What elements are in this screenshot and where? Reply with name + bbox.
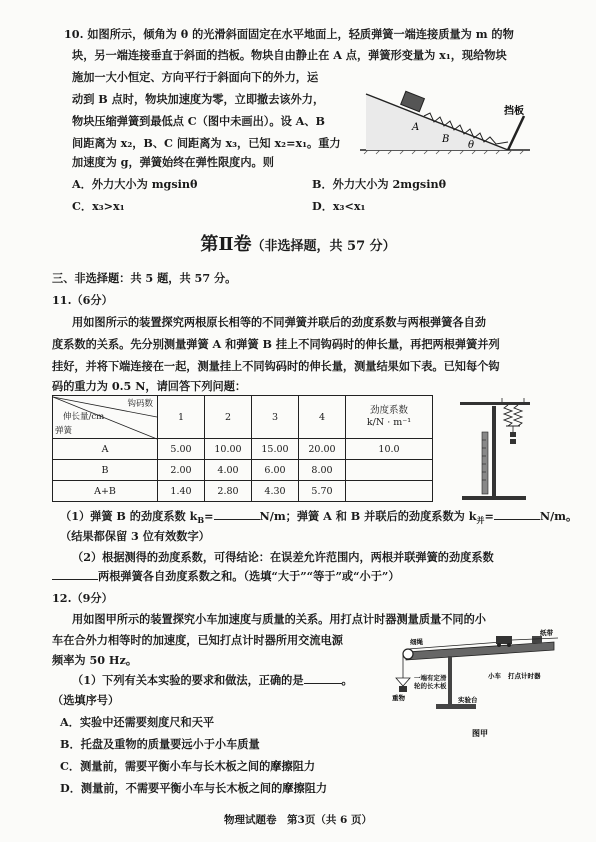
q12-number: 12.（9分） — [52, 591, 113, 605]
corner-top-label: 钩码数 — [127, 399, 153, 409]
col-header: 4 — [299, 396, 346, 439]
k-cell: 10.0 — [346, 439, 433, 460]
section-title-main: 第Ⅱ卷 — [200, 234, 252, 255]
q10-option-b: B．外力大小为 2mgsinθ — [312, 177, 447, 191]
table-row — [53, 481, 433, 502]
q11-s1-sub-bing: 并 — [476, 515, 485, 526]
q12-s1-end: 。 — [341, 673, 353, 687]
table-cell: 5.00 — [158, 439, 205, 460]
label-rope: 细绳 — [410, 638, 423, 646]
pulley-board-text: 一端有定滑轮的长木板 — [414, 674, 447, 690]
label-board: 挡板 — [504, 106, 524, 117]
q12-option-c: C．测量前，需要平衡小车与长木板之间的摩擦阻力 — [60, 759, 316, 773]
col-header: 2 — [205, 396, 252, 439]
q11-s1-sub-b: B — [197, 515, 205, 526]
q12-p3: 频率为 50 Hz。 — [52, 653, 138, 667]
label-cart: 小车 — [488, 672, 501, 680]
figure-caption: 图甲 — [472, 729, 488, 738]
q11-s1-eq1: = — [204, 509, 214, 523]
q12-s1-note: （选填序号） — [52, 693, 120, 707]
q11-s2-line2-text: 两根弹簧各自劲度系数之和。（选填“大于”“等于”或“小于”） — [98, 569, 400, 583]
q11-p3: 挂好，并将下端连接在一起，测量挂上不同钩码时的伸长量，测量结果如下表。已知每个钩 — [52, 359, 500, 373]
table-cell: 20.00 — [299, 439, 346, 460]
table-cell: 4.30 — [252, 481, 299, 502]
label-tape: 纸带 — [540, 629, 553, 637]
spring-apparatus-figure — [452, 392, 542, 504]
q11-s1-eq2: = — [484, 509, 494, 523]
label-a: A — [412, 122, 420, 133]
k-header — [346, 396, 433, 439]
page-footer: 物理试题卷 第3页（共 6 页） — [224, 814, 372, 826]
table-cell: 15.00 — [252, 439, 299, 460]
data-table — [52, 395, 433, 502]
table-corner-cell — [53, 396, 158, 439]
q10-option-c: C．x₃>x₁ — [72, 199, 125, 213]
table-row — [53, 439, 433, 460]
corner-mid-label: 伸长量/cm — [63, 412, 105, 422]
section-subtitle: （非选择题，共 57 分） — [251, 239, 396, 254]
q11-s2-line2 — [52, 568, 400, 584]
table-cell: 4.00 — [205, 460, 252, 481]
label-pulley-board — [414, 674, 448, 704]
q10-line1: 10. 如图所示，倾角为 θ 的光滑斜面固定在水平地面上，轻质弹簧一端连接质量为 m 的物 — [64, 27, 514, 41]
table-cell: 1.40 — [158, 481, 205, 502]
k-header-line2: k/N · m⁻¹ — [366, 417, 412, 428]
q10-option-a: A．外力大小为 mgsinθ — [72, 177, 198, 191]
label-bench: 实验台 — [458, 696, 478, 704]
q10-line3: 施加一大小恒定、方向平行于斜面向下的外力，运 — [72, 70, 319, 84]
q12-s1-text: （1）下列有关本实验的要求和做法，正确的是 — [72, 673, 304, 687]
table-cell: 10.00 — [205, 439, 252, 460]
q12-option-d: D．测量前，不需要平衡小车与长木板之间的摩擦阻力 — [60, 781, 328, 795]
answer-blank-q12[interactable] — [304, 683, 342, 684]
q10-option-d: D．x₃<x₁ — [312, 199, 366, 213]
table-cell: 8.00 — [299, 460, 346, 481]
q11-s1-part2: N/m；弹簧 A 和 B 并联后的劲度系数为 k — [259, 509, 477, 523]
answer-blank-k-parallel[interactable] — [494, 519, 540, 520]
q10-line5: 物块压缩弹簧到最低点 C（图中未画出）。设 A、B — [72, 114, 325, 128]
q11-s1 — [60, 508, 577, 528]
q12-s1 — [72, 672, 353, 688]
incline-figure — [358, 70, 540, 154]
section-title — [0, 230, 596, 256]
table-cell: 2.80 — [205, 481, 252, 502]
table-row — [53, 460, 433, 481]
col-header: 3 — [252, 396, 299, 439]
table-cell: 2.00 — [158, 460, 205, 481]
label-theta: θ — [468, 140, 475, 151]
q12-option-b: B．托盘及重物的质量要远小于小车质量 — [60, 737, 260, 751]
row-name: A — [53, 439, 158, 460]
row-name: B — [53, 460, 158, 481]
q11-s1-note: （结果都保留 3 位有效数字） — [60, 529, 210, 543]
q11-number: 11.（6分） — [52, 293, 113, 307]
q10-line4: 动到 B 点时，物块加速度为零，立即撤去该外力， — [72, 92, 325, 106]
q12-p2: 车在合外力相等时的加速度，已知打点计时器所用交流电源 — [52, 633, 343, 647]
q11-s2-line1: （2）根据测得的劲度系数，可得结论：在误差允许范围内，两根并联弹簧的劲度系数 — [72, 550, 494, 564]
k-cell — [346, 481, 433, 502]
k-cell — [346, 460, 433, 481]
q12-p1: 用如图甲所示的装置探究小车加速度与质量的关系。用打点计时器测量质量不同的小 — [72, 612, 486, 626]
table-cell: 5.70 — [299, 481, 346, 502]
row-name: A+B — [53, 481, 158, 502]
q11-p1: 用如图所示的装置探究两根原长相等的不同弹簧并联后的劲度系数与两根弹簧各自劲 — [72, 315, 486, 329]
table-header-row — [53, 396, 433, 439]
label-weight: 重物 — [392, 694, 405, 702]
q10-line2: 块，另一端连接垂直于斜面的挡板。物块自由静止在 A 点，弹簧形变量为 x₁，现给物块 — [72, 48, 507, 62]
answer-blank-kb[interactable] — [214, 519, 260, 520]
q10-line7: 加速度为 g，弹簧始终在弹性限度内。则 — [72, 155, 274, 169]
corner-bottom-label: 弹簧 — [55, 426, 73, 436]
cart-experiment-figure — [392, 629, 560, 740]
q12-option-a: A．实验中还需要刻度尺和天平 — [60, 715, 215, 729]
table-cell: 6.00 — [252, 460, 299, 481]
q11-s1-part1: （1）弹簧 B 的劲度系数 k — [60, 509, 198, 523]
label-timer: 打点计时器 — [508, 672, 541, 680]
section-header: 三、非选择题：共 5 题，共 57 分。 — [52, 271, 237, 285]
label-b: B — [442, 134, 450, 145]
col-header: 1 — [158, 396, 205, 439]
q11-p4: 码的重力为 0.5 N，请回答下列问题： — [52, 379, 247, 393]
q11-p2: 度系数的关系。先分别测量弹簧 A 和弹簧 B 挂上不同钩码时的伸长量，再把两根弹簧并列 — [52, 337, 500, 351]
answer-blank-conclusion[interactable] — [52, 579, 98, 580]
k-header-line1: 劲度系数 — [369, 405, 408, 416]
q10-line6: 间距离为 x₂，B、C 间距离为 x₃，已知 x₂=x₁。重力 — [72, 136, 341, 150]
q11-s1-part3: N/m。 — [539, 509, 578, 523]
